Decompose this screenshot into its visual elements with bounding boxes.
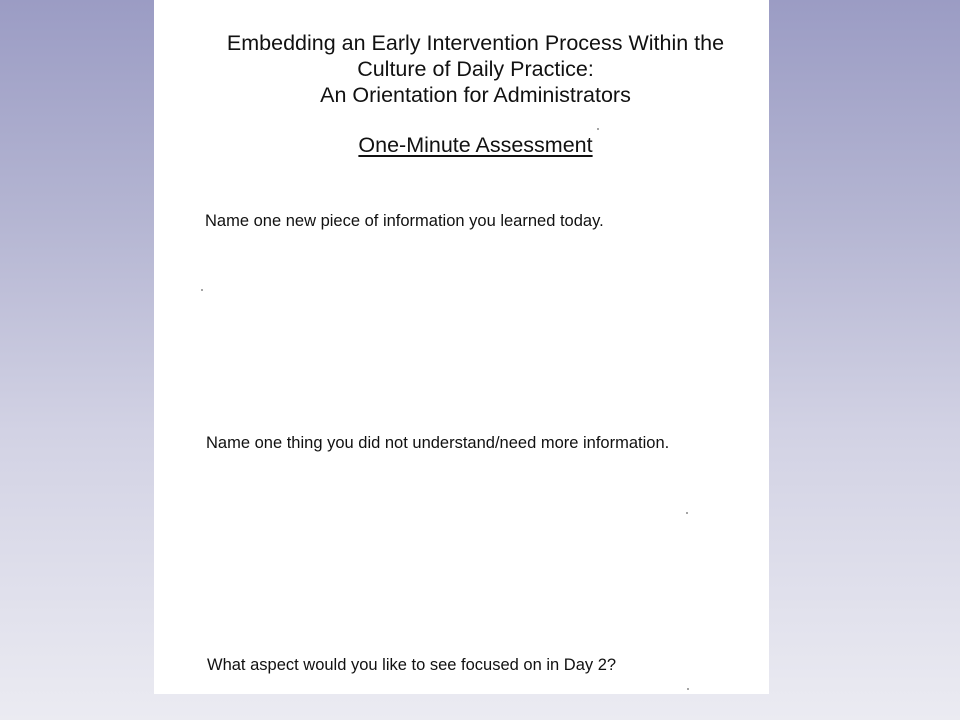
scan-speck [201, 289, 203, 291]
assessment-heading: One-Minute Assessment [358, 133, 593, 157]
question-3: What aspect would you like to see focused on in Day 2? [207, 656, 617, 674]
question-1: Name one new piece of information you learned today. [205, 212, 604, 230]
question-2: Name one thing you did not understand/need more information. [206, 434, 670, 452]
title-line-3: An Orientation for Administrators [320, 83, 631, 107]
scan-speck [597, 128, 599, 130]
scan-speck [686, 512, 688, 514]
document-title [154, 30, 797, 108]
document-page [154, 0, 769, 694]
title-line-2: Culture of Daily Practice: [357, 57, 594, 81]
scan-speck [687, 688, 689, 690]
title-line-1: Embedding an Early Intervention Process Within the [226, 31, 725, 55]
